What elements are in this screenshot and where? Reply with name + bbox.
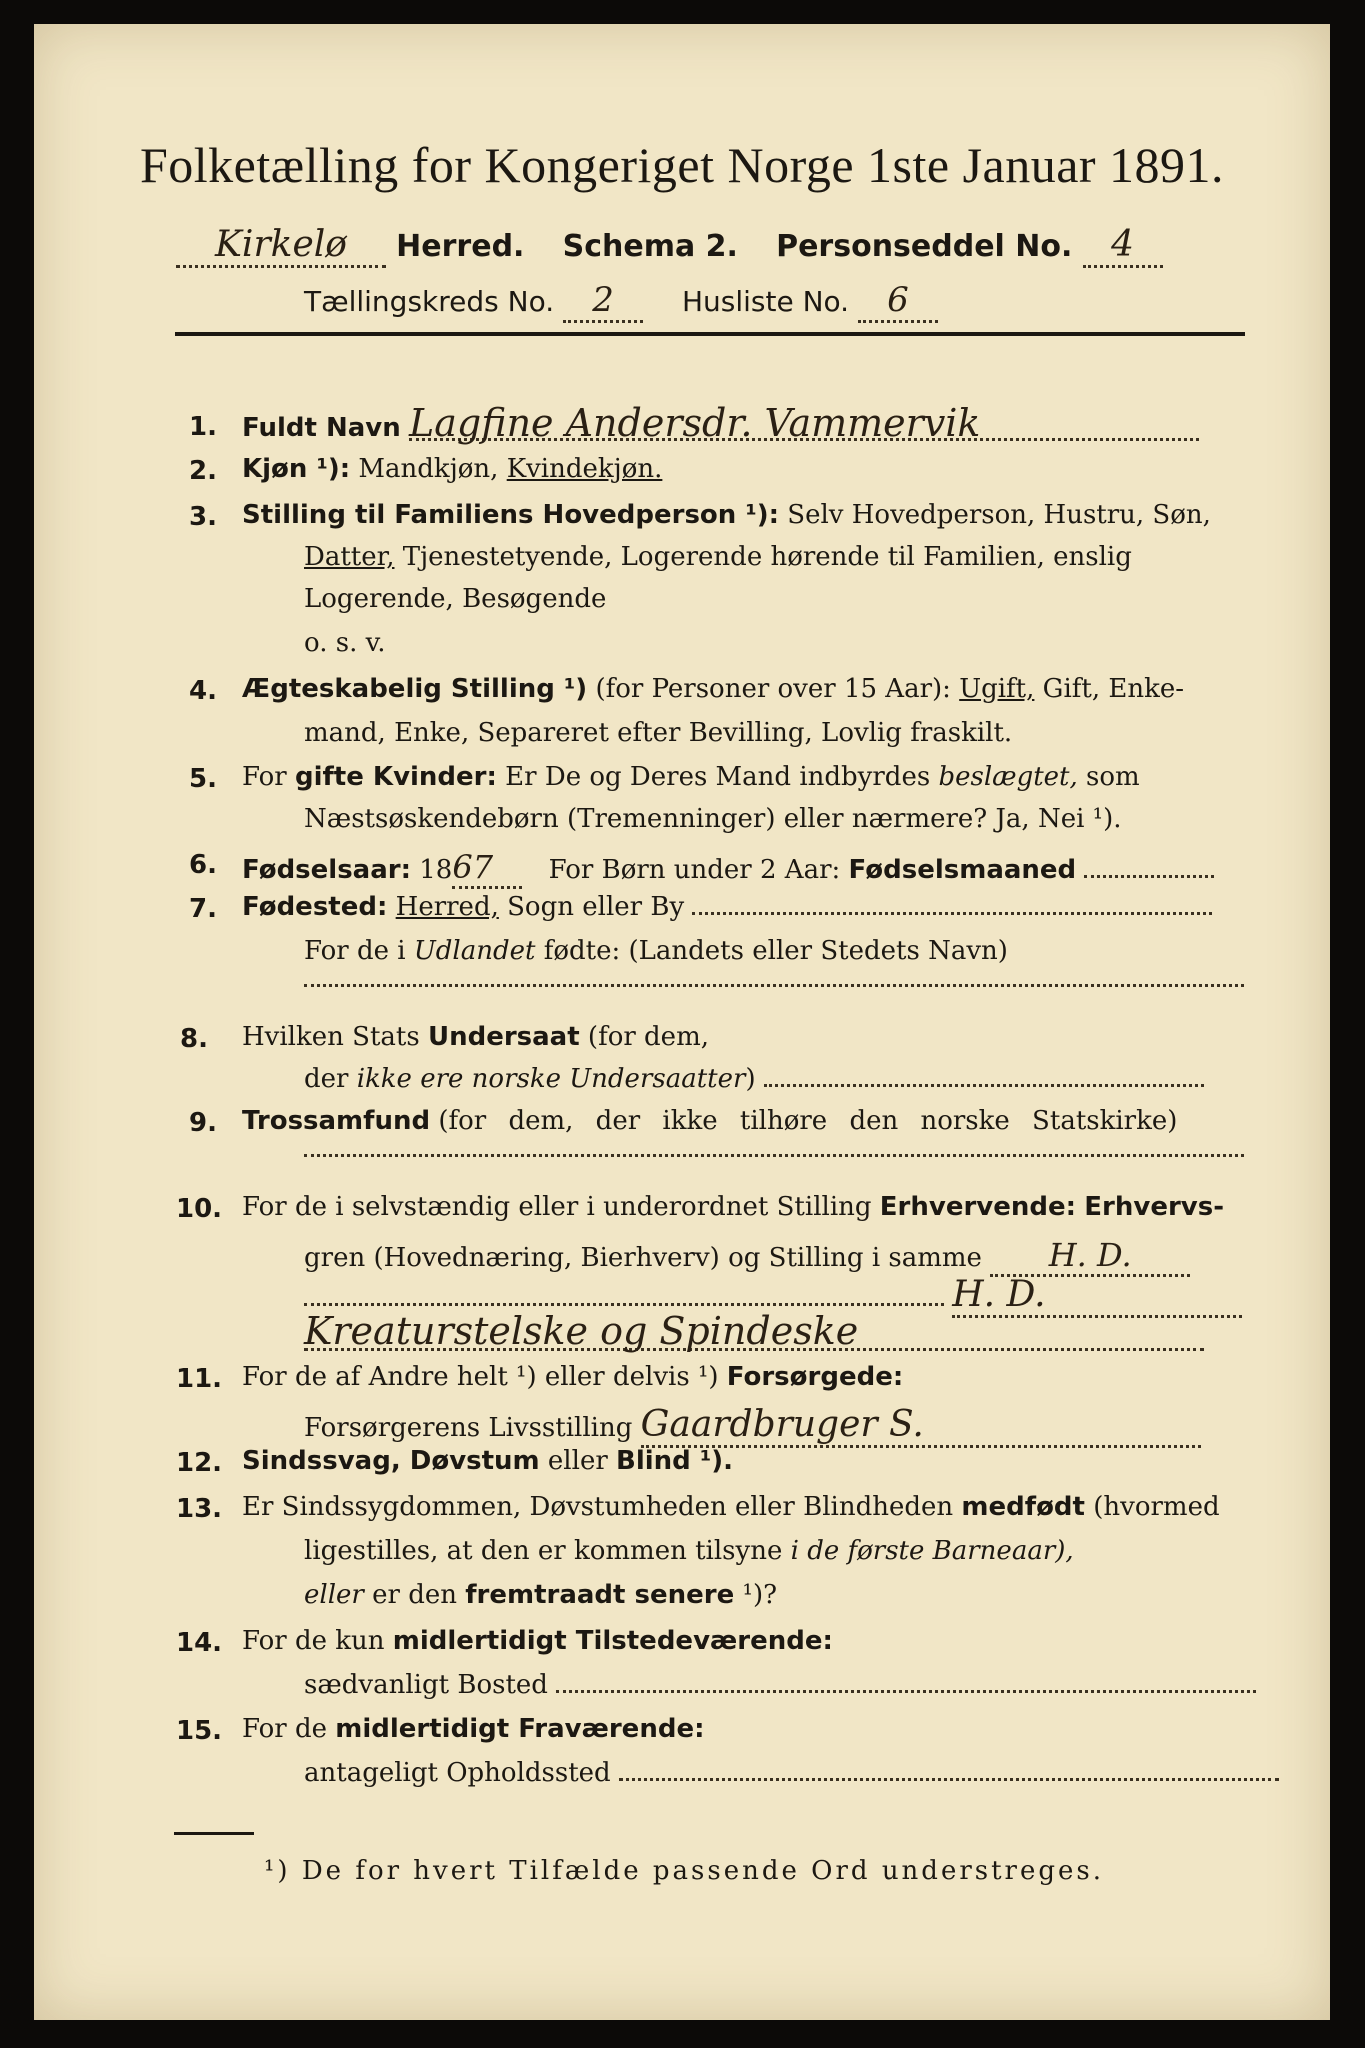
item-2 xyxy=(242,454,662,484)
herred-name: Kirkelø xyxy=(176,224,386,268)
full-name-value: Lagfine Andersdr. Vammervik xyxy=(409,408,1199,441)
herred-label: Herred. xyxy=(396,229,525,264)
citizenship-field xyxy=(764,1084,1204,1087)
birthplace-options: Sogn eller By xyxy=(507,892,685,922)
family-position-label: Stilling til Familiens Hovedperson ¹): xyxy=(242,500,780,530)
footnote: ¹) De for hvert Tilfælde passende Ord understreges. xyxy=(264,1856,1105,1886)
item-3-line-2 xyxy=(304,542,1132,572)
marital-status-ugift: Ugift, xyxy=(959,674,1035,704)
item-12 xyxy=(242,1446,733,1476)
item-number-15: 15. xyxy=(176,1716,223,1746)
congenital-question: Er Sindssygdommen, Døvstumheden eller Blindheden xyxy=(242,1492,954,1522)
citizenship-italic: ikke ere norske Undersaatter xyxy=(356,1064,746,1094)
item-13-line-2 xyxy=(304,1536,1074,1566)
occupation-label-2: Erhvervs- xyxy=(1084,1192,1225,1222)
marital-status-note: (for Personer over 15 Aar): xyxy=(595,674,951,704)
item-number-11: 11. xyxy=(176,1364,223,1394)
disability-or: eller xyxy=(547,1446,608,1476)
schema-label: Schema 2. xyxy=(562,229,738,264)
provider-label: Forsørgerens Livsstilling xyxy=(304,1413,633,1443)
item-1 xyxy=(242,401,1199,445)
marital-status-label: Ægteskabelig Stilling ¹) xyxy=(242,674,588,704)
abroad-rest: fødte: (Landets eller Stedets Navn) xyxy=(543,936,1008,966)
sex-option-male: Mandkjøn, xyxy=(358,454,499,484)
occupation-field-1 xyxy=(304,1303,944,1306)
provider-value: Gaardbruger S. xyxy=(641,1404,1201,1448)
temp-absent-label: midlertidigt Fraværende: xyxy=(335,1714,705,1744)
birth-month-field xyxy=(1084,875,1214,878)
item-number-9: 9. xyxy=(189,1108,217,1138)
personseddel-label: Personseddel No. xyxy=(776,229,1073,264)
kreds-label: Tællingskreds No. xyxy=(304,285,555,318)
occupation-value: Kreaturstelske og Spindeske xyxy=(304,1314,1204,1351)
abroad-pre: For de i xyxy=(304,936,406,966)
congenital-note: (hvormed xyxy=(1093,1492,1220,1522)
item-13-line-1 xyxy=(242,1492,1220,1522)
family-position-options-1: Selv Hovedperson, Hustru, Søn, xyxy=(787,500,1211,530)
header-rule xyxy=(175,332,1245,336)
item-14-line-2 xyxy=(304,1670,1256,1700)
birth-month-label: Fødselsmaaned xyxy=(848,855,1077,885)
sex-option-female: Kvindekjøn. xyxy=(506,454,663,484)
item-15-line-1 xyxy=(242,1714,704,1744)
religion-field xyxy=(304,1154,1244,1157)
item-number-13: 13. xyxy=(176,1494,223,1524)
herred-line xyxy=(176,224,1163,268)
item-number-2: 2. xyxy=(189,456,217,486)
footnote-rule xyxy=(174,1832,254,1835)
item-9-line-1 xyxy=(242,1106,1177,1136)
disability-label-2: Blind ¹). xyxy=(616,1446,733,1476)
birth-year-label: Fødselsaar: xyxy=(242,855,411,885)
item-8-line-2 xyxy=(304,1064,1204,1094)
probable-stay-label: antageligt Opholdssted xyxy=(304,1758,611,1788)
usual-residence-label: sædvanligt Bosted xyxy=(304,1670,548,1700)
birth-year-value: 67 xyxy=(452,848,522,889)
item-number-12: 12. xyxy=(176,1448,223,1478)
religion-label: Trossamfund xyxy=(242,1106,431,1136)
item-7-line-2 xyxy=(304,936,1008,966)
occupation-mark-2: H. D. xyxy=(952,1274,1242,1318)
kreds-line xyxy=(304,280,938,323)
item-number-4: 4. xyxy=(189,676,217,706)
family-position-options-4: o. s. v. xyxy=(304,628,386,658)
item-11-line-1 xyxy=(242,1362,903,1392)
item-7-line-1 xyxy=(242,892,1212,922)
usual-residence-field xyxy=(556,1690,1256,1693)
congenital-line-2a: ligestilles, at den er kommen tilsyne xyxy=(304,1536,783,1566)
item-14-line-1 xyxy=(242,1626,833,1656)
married-women-line-2: Næstsøskendebørn (Tremenninger) eller nærmere? Ja, Nei ¹). xyxy=(304,804,1122,834)
occupation-pre: For de i selvstændig eller i underordnet Stilling xyxy=(242,1192,872,1222)
religion-note: (for dem, der ikke tilhøre den norske Statskirke) xyxy=(438,1106,1178,1136)
congenital-line-2b: i de første Barneaar), xyxy=(790,1536,1074,1566)
item-number-10: 10. xyxy=(176,1194,223,1224)
dependents-note: For de af Andre helt ¹) eller delvis ¹) xyxy=(242,1362,719,1392)
citizenship-label: Undersaat xyxy=(427,1022,580,1052)
citizenship-pre: Hvilken Stats xyxy=(242,1022,420,1052)
married-women-italic: beslægtet, xyxy=(938,762,1078,792)
marital-status-options-1: Gift, Enke- xyxy=(1042,674,1185,704)
congenital-line-3d: ¹)? xyxy=(742,1580,778,1610)
birthplace-label: Fødested: xyxy=(242,892,388,922)
item-8-line-1 xyxy=(242,1022,709,1052)
married-women-pre: For xyxy=(242,762,287,792)
husliste-no: 6 xyxy=(858,280,938,323)
family-position-options-3: Logerende, Besøgende xyxy=(304,584,607,614)
kreds-no: 2 xyxy=(563,280,643,323)
congenital-line-3b: er den xyxy=(372,1580,457,1610)
occupation-note: gren (Hovednæring, Bierhverv) og Stilling i samme xyxy=(304,1243,982,1273)
temp-present-pre: For de kun xyxy=(242,1626,385,1656)
dependents-label: Forsørgede: xyxy=(726,1362,904,1392)
item-number-8: 8. xyxy=(180,1024,208,1054)
husliste-label: Husliste No. xyxy=(681,285,850,318)
citizenship-der: der xyxy=(304,1064,349,1094)
congenital-label: medfødt xyxy=(961,1492,1085,1522)
item-number-7: 7. xyxy=(189,894,217,924)
probable-stay-field xyxy=(619,1778,1279,1781)
census-form xyxy=(34,24,1330,2020)
temp-present-label: midlertidigt Tilstedeværende: xyxy=(392,1626,833,1656)
personseddel-no: 4 xyxy=(1083,224,1163,268)
congenital-line-3a: eller xyxy=(304,1580,364,1610)
item-15-line-2 xyxy=(304,1758,1279,1788)
family-position-datter: Datter, xyxy=(304,542,395,572)
form-title: Folketælling for Kongeriget Norge 1ste Januar 1891. xyxy=(139,137,1225,193)
item-10-line-4 xyxy=(304,1309,1204,1353)
item-number-1: 1. xyxy=(189,412,217,442)
family-position-options-2: Tjenestetyende, Logerende hørende til Familien, enslig xyxy=(402,542,1132,572)
item-3-line-1 xyxy=(242,500,1211,530)
occupation-mark-1: H. D. xyxy=(990,1236,1190,1277)
item-number-3: 3. xyxy=(189,502,217,532)
sex-label: Kjøn ¹): xyxy=(242,454,351,484)
citizenship-note: (for dem, xyxy=(587,1022,709,1052)
item-10-line-2 xyxy=(304,1236,1190,1277)
birth-year-prefix: 18 xyxy=(419,855,453,885)
item-5-line-1 xyxy=(242,762,1140,792)
full-name-label: Fuldt Navn xyxy=(242,413,401,443)
item-4-line-1 xyxy=(242,674,1184,704)
temp-absent-pre: For de xyxy=(242,1714,327,1744)
abroad-field xyxy=(304,984,1244,987)
item-number-6: 6. xyxy=(189,850,217,880)
item-number-14: 14. xyxy=(176,1628,223,1658)
married-women-question: Er De og Deres Mand indbyrdes xyxy=(505,762,931,792)
married-women-som: som xyxy=(1086,762,1140,792)
item-11-line-2 xyxy=(304,1404,1201,1448)
citizenship-paren: ) xyxy=(745,1064,756,1094)
disability-label: Sindssvag, Døvstum xyxy=(242,1446,540,1476)
item-13-line-3 xyxy=(304,1580,777,1610)
congenital-line-3c: fremtraadt senere xyxy=(465,1580,735,1610)
item-6 xyxy=(242,848,1214,889)
occupation-label: Erhvervende: xyxy=(879,1192,1077,1222)
abroad-italic: Udlandet xyxy=(413,936,536,966)
birthplace-field xyxy=(692,912,1212,915)
item-10-line-1 xyxy=(242,1192,1224,1222)
married-women-label: gifte Kvinder: xyxy=(294,762,497,792)
birth-month-note: For Børn under 2 Aar: xyxy=(548,855,841,885)
marital-status-options-2: mand, Enke, Separeret efter Bevilling, Lovlig fraskilt. xyxy=(304,718,1013,748)
item-number-5: 5. xyxy=(189,764,217,794)
birthplace-herred: Herred, xyxy=(395,892,499,922)
